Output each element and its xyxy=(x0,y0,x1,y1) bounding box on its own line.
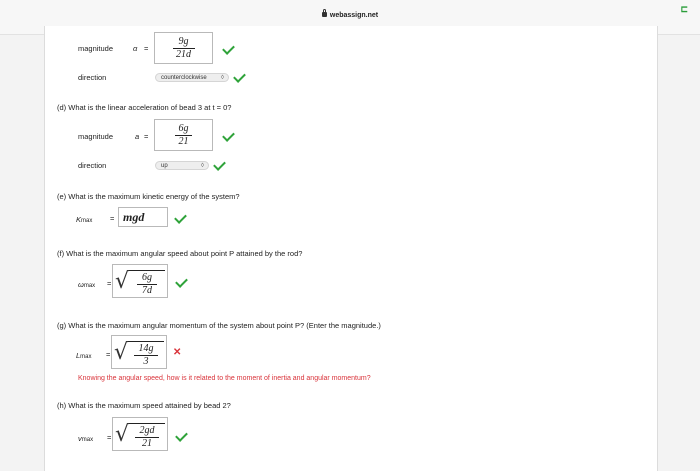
direction-select-d[interactable] xyxy=(155,161,209,170)
answer-denominator-f: 7d xyxy=(142,285,152,296)
omega-sub: max xyxy=(83,283,96,289)
direction-value-d: up xyxy=(161,163,168,169)
equals-f: = xyxy=(107,279,112,288)
answer-box-d[interactable] xyxy=(154,119,213,151)
check-icon xyxy=(213,158,226,171)
check-icon xyxy=(233,70,246,83)
k-sub: max xyxy=(81,218,93,224)
answer-box-g[interactable] xyxy=(111,335,167,369)
chevron-updown-icon: ◊ xyxy=(221,75,224,81)
question-f: (f) What is the maximum angular speed about point P attained by the rod? xyxy=(57,249,303,258)
direction-select-c[interactable] xyxy=(155,73,229,82)
alpha-var: α xyxy=(133,44,138,53)
answer-box-e[interactable] xyxy=(118,207,168,227)
check-icon xyxy=(222,129,235,142)
answer-numerator-f: 6g xyxy=(142,272,152,283)
radical-bar-g xyxy=(128,341,164,342)
omega-var: ω xyxy=(78,280,84,289)
direction-label-c: direction xyxy=(78,73,107,82)
question-g: (g) What is the maximum angular momentum of the system about point P? (Enter the magnitude.) xyxy=(57,321,381,330)
a-var: a xyxy=(135,132,140,141)
answer-denominator-d: 21 xyxy=(178,136,189,147)
kmax-var xyxy=(76,215,92,224)
sqrt-icon: √ xyxy=(115,422,130,447)
v-sub: max xyxy=(81,437,94,443)
cross-icon: ✕ xyxy=(173,347,182,358)
radical-bar-h xyxy=(129,423,165,424)
check-icon xyxy=(222,42,235,55)
sqrt-icon: √ xyxy=(115,269,130,294)
direction-label-d: direction xyxy=(78,161,107,170)
answer-numerator-d: 6g xyxy=(178,123,189,134)
address-bar[interactable] xyxy=(0,12,700,19)
question-e: (e) What is the maximum kinetic energy of the system? xyxy=(57,192,240,201)
url-text: webassign.net xyxy=(329,12,379,19)
check-icon xyxy=(175,275,188,288)
question-h: (h) What is the maximum speed attained by bead 2? xyxy=(57,401,231,410)
answer-numerator-g: 14g xyxy=(138,343,154,354)
assignment-page xyxy=(44,26,658,471)
lock-icon xyxy=(322,12,327,17)
sqrt-icon: √ xyxy=(114,340,129,365)
l-var: L xyxy=(76,351,81,360)
answer-box-h[interactable] xyxy=(112,417,168,451)
lmax-var xyxy=(76,351,92,360)
vmax-var xyxy=(78,434,93,443)
check-icon xyxy=(174,211,187,224)
answer-numerator-c: 9g xyxy=(178,36,189,47)
l-sub: max xyxy=(80,354,92,360)
hint-text: Knowing the angular speed, how is it related to the moment of inertia and angular momentum? xyxy=(78,375,371,382)
answer-e: mgd xyxy=(123,210,145,224)
answer-denominator-g: 3 xyxy=(143,356,149,367)
v-var: v xyxy=(78,434,82,443)
answer-denominator-h: 21 xyxy=(142,438,152,449)
check-icon xyxy=(175,429,188,442)
omega-max-var xyxy=(78,280,95,289)
answer-box-f[interactable] xyxy=(112,264,168,298)
extension-icon[interactable]: ⊏ xyxy=(680,4,688,14)
k-var: K xyxy=(76,215,82,224)
equals-c: = xyxy=(144,44,149,53)
answer-denominator-c: 21d xyxy=(176,49,191,60)
equals-e: = xyxy=(110,214,115,223)
magnitude-label-d: magnitude xyxy=(78,132,114,141)
equals-h: = xyxy=(107,433,112,442)
equals-g: = xyxy=(106,350,111,359)
question-d: (d) What is the linear acceleration of bead 3 at t = 0? xyxy=(57,103,232,112)
radical-bar-f xyxy=(129,270,165,271)
answer-numerator-h: 2gd xyxy=(139,425,155,436)
chevron-updown-icon: ◊ xyxy=(201,163,204,169)
magnitude-label-c: magnitude xyxy=(78,44,114,53)
answer-box-c[interactable] xyxy=(154,32,213,64)
equals-d: = xyxy=(144,132,149,141)
direction-value-c: counterclockwise xyxy=(161,75,207,81)
